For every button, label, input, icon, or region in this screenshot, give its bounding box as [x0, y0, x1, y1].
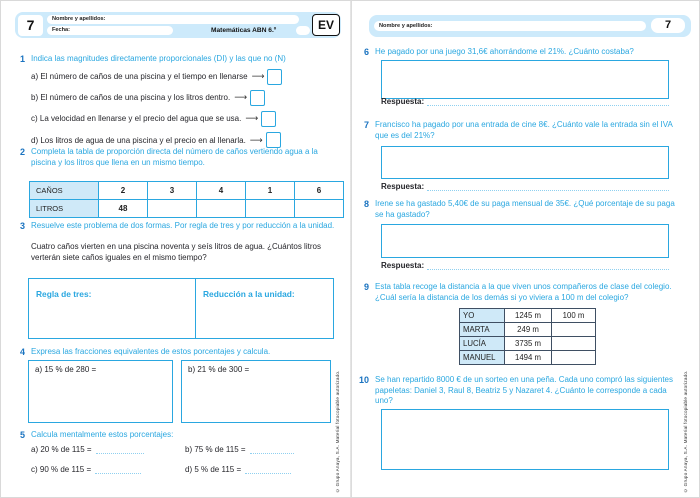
ex4-title: Expresa las fracciones equivalentes de estos porcentajes y calcula. [31, 347, 271, 356]
ev-badge: EV [312, 14, 340, 36]
ex9-name-cell: YO [460, 309, 505, 323]
ex1-answer-box-b[interactable] [250, 90, 265, 106]
ex1-item-a-text: a) El número de caños de una piscina y el tiempo en llenarse [31, 72, 248, 81]
ex6-title: He pagado por una juego 31,6€ ahorrándome el 21%. ¿Cuánto costaba? [375, 47, 634, 56]
ex5-number: 5 [19, 430, 25, 440]
ex3-title: Resuelve este problema de dos formas. Por regla de tres y por reducción a la unidad. [31, 221, 335, 230]
ex9-name-cell: MANUEL [460, 351, 505, 365]
ex10-number: 10 [358, 375, 369, 385]
ex8-respuesta-line[interactable] [427, 261, 669, 270]
ex3-number: 3 [19, 221, 25, 231]
right-header-bar [369, 15, 691, 37]
ex9-name-cell: LUCÍA [460, 337, 505, 351]
ex5-item-d-text: d) 5 % de 115 = [185, 465, 242, 474]
ex9-title: Esta tabla recoge la distancia a la que viven unos compañeros de clase del colegio. ¿Cuál sería la distancia de los demás si yo viviera a 100 m del colegio? [375, 282, 672, 302]
ex5-answer-line-b[interactable] [250, 445, 294, 454]
ex8-answer-box[interactable] [381, 224, 669, 258]
ex5-item-a-text: a) 20 % de 115 = [31, 445, 92, 454]
ex5-answer-line-a[interactable] [96, 445, 144, 454]
table-row [30, 182, 344, 200]
arrow-right-icon: ⟶ [234, 92, 248, 103]
ex3-left-label: Regla de tres: [36, 289, 92, 299]
ex2-cell: 48 [99, 200, 148, 218]
unit-number-badge: 7 [18, 15, 43, 36]
respuesta-label: Respuesta: [381, 261, 425, 270]
ex2-cell: 4 [197, 182, 246, 200]
ex2-row1-label: CAÑOS [30, 182, 99, 200]
ex2-cell: 6 [295, 182, 344, 200]
left-header-bar [15, 12, 341, 38]
ex7-title: Francisco ha pagado por una entrada de cine 8€. ¿Cuánto vale la entrada sin el IVA que es del 21%? [375, 120, 673, 140]
ex2-title: Completa la tabla de proporción directa del número de caños vertiendo agua a la piscina y los litros que llena en un mismo tiempo. [31, 147, 318, 167]
ex1-item-d-text: d) Los litros de agua de una piscina y el precio en al llenarla. [31, 135, 246, 145]
ex8-respuesta [381, 261, 669, 270]
ex5-item-c [31, 465, 141, 474]
table-row [460, 337, 596, 351]
ex1-item-c [31, 111, 337, 126]
ex5-item-d [185, 465, 291, 474]
ex8-title: Irene se ha gastado 5,40€ de su paga mensual de 35€. ¿Qué porcentaje de su paga se ha gastado? [375, 199, 675, 219]
ex2-cell: 1 [246, 182, 295, 200]
arrow-right-icon: ⟶ [251, 71, 265, 81]
page-fold-divider [350, 1, 352, 498]
ex5-item-a [31, 445, 144, 454]
ex1-item-b-text: b) El número de caños de una piscina y los litros dentro. [31, 93, 231, 103]
ex1-answer-box-a[interactable] [267, 69, 282, 85]
arrow-right-icon: ⟶ [245, 113, 259, 124]
ex6-respuesta [381, 97, 669, 106]
ex3-unit-reduction-area[interactable] [196, 279, 333, 338]
ex9-distance-cell: 1494 m [505, 351, 552, 365]
ex3-right-label: Reducción a la unidad: [203, 289, 295, 299]
ex7-respuesta-line[interactable] [427, 182, 669, 191]
respuesta-label: Respuesta: [381, 97, 425, 106]
ex7-number: 7 [363, 120, 369, 130]
ex2-row2-label: LITROS [30, 200, 99, 218]
unit-number-badge: 7 [651, 18, 685, 33]
ex10-title: Se han repartido 8000 € de un sorteo en una peña. Cada uno compró las siguientes papeletas: Daniel 3, Raul 8, Beatriz 5 y Nazaret 4. ¿Cuánto le corresponde a cada uno? [375, 375, 673, 405]
ex9-answer-cell[interactable] [552, 337, 596, 351]
date-field[interactable]: Fecha: [47, 26, 173, 36]
ex2-empty-cell[interactable] [148, 200, 197, 218]
ex1-item-c-text: c) La velocidad en llenarse y el precio del agua que se usa. [31, 114, 242, 124]
ex4-answer-box-a[interactable] [28, 360, 173, 423]
ex2-empty-cell[interactable] [197, 200, 246, 218]
ex4-item-a: a) 15 % de 280 = [35, 365, 97, 374]
ex4-answer-box-b[interactable] [181, 360, 331, 423]
ex3-work-area [28, 278, 334, 339]
ex9-distance-cell: 1245 m [505, 309, 552, 323]
ex2-cell: 3 [148, 182, 197, 200]
ex9-distance-cell: 249 m [505, 323, 552, 337]
ex3-rule-of-three-area[interactable] [29, 279, 196, 338]
score-box[interactable] [296, 26, 310, 36]
ex9-name-cell: MARTA [460, 323, 505, 337]
ex2-number: 2 [19, 147, 25, 157]
ex2-empty-cell[interactable] [246, 200, 295, 218]
ex5-item-b [185, 445, 294, 454]
name-field[interactable]: Nombre y apellidos: [374, 21, 646, 31]
ex8-number: 8 [363, 199, 369, 209]
ex1-items [31, 69, 337, 154]
ex9-distance-cell: 3735 m [505, 337, 552, 351]
ex9-distance-table [459, 308, 596, 365]
copyright-left: © Grupo Anaya, S.A. Material fotocopiable autorizado. [335, 370, 340, 493]
ex7-answer-box[interactable] [381, 146, 669, 179]
ex1-answer-box-d[interactable] [266, 132, 281, 148]
arrow-right-icon: ⟶ [249, 134, 263, 145]
copyright-right: © Grupo Anaya, S.A. Material fotocopiable autorizado. [683, 370, 688, 493]
ex6-number: 6 [363, 47, 369, 57]
ex9-answer-cell: 100 m [552, 309, 596, 323]
ex2-empty-cell[interactable] [295, 200, 344, 218]
ex5-item-c-text: c) 90 % de 115 = [31, 465, 92, 474]
ex7-respuesta [381, 182, 669, 191]
ex9-number: 9 [363, 282, 369, 292]
ex5-item-b-text: b) 75 % de 115 = [185, 445, 246, 454]
ex1-number: 1 [19, 54, 25, 64]
ex3-problem-text: Cuatro caños vierten en una piscina noventa y seís litros de agua. ¿Cuántos litros verterán siete caños iguales en el mismo tiempo? [31, 242, 321, 262]
ex4-item-b: b) 21 % de 300 = [188, 365, 250, 374]
ex4-number: 4 [19, 347, 25, 357]
ex1-answer-box-c[interactable] [261, 111, 276, 127]
ex6-answer-box[interactable] [381, 60, 669, 99]
ex1-title: Indica las magnitudes directamente proporcionales (DI) y las que no (N) [31, 54, 286, 63]
ex1-item-d [31, 133, 337, 148]
ex2-cell: 2 [99, 182, 148, 200]
ex1-item-a [31, 69, 337, 84]
ex2-proportion-table [29, 181, 344, 218]
subject-label: Matemáticas ABN 6.º [211, 26, 277, 34]
ex9-answer-cell[interactable] [552, 351, 596, 365]
ex5-answer-line-c[interactable] [95, 465, 141, 474]
ex6-respuesta-line[interactable] [427, 97, 669, 106]
name-field[interactable]: Nombre y apellidos: [47, 15, 299, 25]
table-row [460, 309, 596, 323]
respuesta-label: Respuesta: [381, 182, 425, 191]
ex5-title: Calcula mentalmente estos porcentajes: [31, 430, 174, 439]
ex10-answer-box[interactable] [381, 409, 669, 470]
ex5-answer-line-d[interactable] [245, 465, 291, 474]
ex1-item-b [31, 90, 337, 105]
table-row [460, 323, 596, 337]
ex9-answer-cell[interactable] [552, 323, 596, 337]
table-row [460, 351, 596, 365]
table-row [30, 200, 344, 218]
